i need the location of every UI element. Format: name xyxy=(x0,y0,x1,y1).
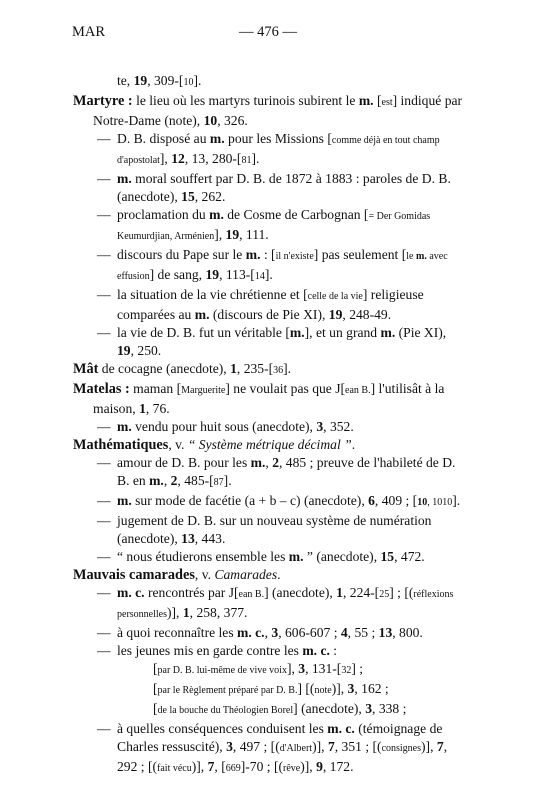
sub-entry xyxy=(73,170,465,206)
page-header xyxy=(72,24,464,44)
text-segment: , 497 ; [( xyxy=(232,739,280,754)
repeat-dash: — xyxy=(97,247,111,262)
bold-ref: 3 xyxy=(316,419,324,434)
text-segment: ] ne voulait pas que J[ xyxy=(225,381,346,396)
text-segment: , 309-[ xyxy=(147,73,184,88)
bold-ref: m. xyxy=(288,549,304,564)
sub-entry xyxy=(73,624,465,642)
bold-ref: m. xyxy=(149,473,164,488)
text-segment: de Cosme de Carbognan [ xyxy=(223,207,369,222)
text-segment: ] [( xyxy=(297,681,315,696)
repeat-dash: — xyxy=(97,455,111,470)
sub-entry xyxy=(73,454,465,492)
text-segment: , 472. xyxy=(394,549,425,564)
sub-entry xyxy=(73,492,465,512)
text-segment: proclamation du xyxy=(117,207,210,222)
text-segment: , 485 ; preuve de l'habileté de D. B. en xyxy=(117,455,456,488)
editorial-insert: par D. B. lui-même de vive voix xyxy=(157,665,287,676)
text-segment: ] religieuse comparées au xyxy=(117,287,424,322)
text-segment: )], xyxy=(421,739,437,754)
bold-ref: m. xyxy=(358,93,374,108)
text-segment: ] (anecdote), xyxy=(264,585,337,600)
editorial-insert: 669 xyxy=(225,763,241,774)
bold-ref: 3 xyxy=(271,625,279,640)
repeat-dash: — xyxy=(97,585,111,600)
bold-ref: 3 xyxy=(365,701,373,716)
editorial-insert: d'Albert xyxy=(279,743,313,754)
text-segment: ” (anecdote), xyxy=(303,549,381,564)
text-segment: ]-70 ; [( xyxy=(240,759,283,774)
text-segment: ] indiqué par Notre-Dame (note), xyxy=(93,93,463,128)
repeat-dash: — xyxy=(97,207,111,222)
headword: Mât xyxy=(73,361,99,377)
bold-ref: 6 xyxy=(368,493,375,508)
text-segment: de cocagne (anecdote), xyxy=(98,361,231,376)
bold-ref: m. xyxy=(209,131,225,146)
text-segment: , 443. xyxy=(194,531,226,546)
bold-ref: 3 xyxy=(347,681,355,696)
editorial-insert: note xyxy=(314,685,332,696)
text-segment: à quoi reconnaître les xyxy=(117,625,238,640)
headword: Mathématiques xyxy=(73,437,169,453)
bold-ref: m. xyxy=(117,171,132,186)
text-segment: , 13, 280-[ xyxy=(184,151,242,166)
text-segment: , v. xyxy=(168,437,188,452)
bold-ref: m. xyxy=(245,247,261,262)
text-segment: , v. xyxy=(194,567,215,582)
editorial-insert: = Der Gomidas Keumurdjian, Arménien xyxy=(117,211,431,242)
sub-sub-entry xyxy=(73,680,465,700)
editorial-insert: ean B. xyxy=(345,385,371,396)
repeat-dash: — xyxy=(97,287,111,302)
editorial-insert: 81 xyxy=(241,155,252,166)
text-segment: ], xyxy=(286,661,299,676)
text-segment: )], xyxy=(191,759,208,774)
text-segment: , 485-[ xyxy=(177,473,214,488)
repeat-dash: — xyxy=(97,325,111,340)
text-segment: ] de sang, xyxy=(149,267,206,282)
text-segment: , 131-[ xyxy=(305,661,342,676)
editorial-insert: fait vécu xyxy=(157,763,192,774)
headword: Mauvais camarades xyxy=(73,567,195,583)
editorial-insert: comme déjà en tout champ d'apostolat xyxy=(117,135,440,166)
text-segment: )], xyxy=(300,759,317,774)
editorial-insert: ean B. xyxy=(238,589,265,600)
entry-continuation xyxy=(73,72,465,92)
text-segment: , 800. xyxy=(392,625,423,640)
text-segment: , [ xyxy=(214,759,226,774)
text-segment: )], xyxy=(167,605,183,620)
text-segment: ] pas seulement [ xyxy=(313,247,407,262)
repeat-dash: — xyxy=(97,493,111,508)
text-segment: à quelles conséquences conduisent les xyxy=(117,721,328,736)
bold-ref: m. xyxy=(117,493,132,508)
text-segment: , 338 ; xyxy=(372,701,407,716)
bold-ref: m. c. xyxy=(117,585,145,600)
bold-ref: 10 xyxy=(203,113,218,128)
text-segment: “ Système métrique décimal ” xyxy=(187,437,352,452)
sub-entry xyxy=(73,130,465,170)
editorial-insert: rêve xyxy=(283,763,301,774)
bold-ref: 13 xyxy=(181,531,195,546)
bold-ref: m. xyxy=(194,307,210,322)
running-head: MAR xyxy=(72,24,106,40)
text-segment: ]. xyxy=(264,267,273,282)
text-segment: , 235-[ xyxy=(236,361,274,376)
editorial-insert: il n'existe xyxy=(275,251,314,262)
text-segment: , 55 ; xyxy=(347,625,379,640)
text-segment: )], xyxy=(312,739,328,754)
index-entries xyxy=(73,72,465,778)
text-segment: discours du Pape sur le xyxy=(117,247,246,262)
text-segment: , 409 ; [ xyxy=(374,493,418,508)
sub-entry xyxy=(73,720,465,778)
editorial-insert: consignes xyxy=(381,743,422,754)
repeat-dash: — xyxy=(97,419,111,434)
text-segment: la vie de D. B. fut un véritable [ xyxy=(117,325,290,340)
index-entry xyxy=(73,566,465,584)
editorial-insert: réflexions personnelles xyxy=(117,589,454,620)
editorial-insert: le xyxy=(406,251,416,262)
sub-entry xyxy=(73,418,465,436)
editorial-insert: celle de la vie xyxy=(307,291,363,302)
sub-sub-entry xyxy=(73,700,465,720)
text-segment: ]. xyxy=(223,473,232,488)
text-segment: ]. xyxy=(193,73,202,88)
editorial-insert: 14 xyxy=(254,271,265,282)
text-segment: (Pie XI), xyxy=(395,325,447,340)
text-segment: , 172. xyxy=(322,759,354,774)
sub-entry xyxy=(73,206,465,246)
text-segment: , 250. xyxy=(130,343,162,358)
repeat-dash: — xyxy=(97,131,111,146)
bold-ref: m. xyxy=(209,207,224,222)
text-segment: (témoignage de Charles ressuscité), xyxy=(117,721,443,754)
bold-ref: 15 xyxy=(380,549,395,564)
bold-ref: 1 xyxy=(139,401,146,416)
text-segment: ] (anecdote), xyxy=(293,701,366,716)
headword: Martyre : xyxy=(73,93,133,109)
text-segment: , 224-[ xyxy=(342,585,380,600)
text-segment: ]. xyxy=(283,361,292,376)
text-segment: ], xyxy=(214,227,226,242)
bold-ref: 9 xyxy=(316,759,323,774)
text-segment: ] l'utilisât à la maison, xyxy=(93,381,445,416)
text-segment: rencontrés par J[ xyxy=(144,585,239,600)
text-segment: (discours de Pie XI), xyxy=(209,307,329,322)
text-segment: vendu pour huit sous (anecdote), xyxy=(131,419,317,434)
index-entry xyxy=(73,380,465,418)
text-segment: , 113-[ xyxy=(219,267,255,282)
repeat-dash: — xyxy=(97,625,111,640)
editorial-insert: Marguerite xyxy=(181,385,226,396)
text-segment: . xyxy=(277,567,281,582)
editorial-insert: est xyxy=(381,97,393,108)
bold-ref: 19 xyxy=(133,73,148,88)
text-segment: , 258, 377. xyxy=(189,605,248,620)
sub-entry xyxy=(73,286,465,324)
bold-ref: m. xyxy=(380,325,396,340)
bold-ref: m. xyxy=(289,325,305,340)
text-segment: te, xyxy=(117,73,134,88)
sub-sub-entry xyxy=(73,660,465,680)
sub-entry xyxy=(73,548,465,566)
repeat-dash: — xyxy=(97,721,111,736)
text-segment: moral souffert par D. B. de 1872 à 1883 : paroles de D. B. (anecdote), xyxy=(117,171,451,204)
bold-ref: 19 xyxy=(328,307,343,322)
text-segment: jugement de D. B. sur un nouveau système de numération (anecdote), xyxy=(117,513,432,546)
bold-ref: 19 xyxy=(205,267,220,282)
editorial-insert: avec effusion xyxy=(117,251,448,282)
text-segment: , 326. xyxy=(217,113,248,128)
text-segment: [ xyxy=(373,93,382,108)
text-segment: pour les Missions [ xyxy=(224,131,332,146)
bold-ref: 3 xyxy=(298,661,306,676)
bold-ref: 12 xyxy=(171,151,185,166)
text-segment: le lieu où les martyrs turinois subirent le xyxy=(132,93,359,108)
text-segment: ]. xyxy=(452,493,461,508)
text-segment: maman [ xyxy=(129,381,182,396)
bold-ref: 2 xyxy=(170,473,178,488)
text-segment: Camarades xyxy=(214,567,278,582)
bold-ref: 19 xyxy=(225,227,240,242)
bold-ref: 2 xyxy=(272,455,279,470)
text-segment: , 76. xyxy=(145,401,170,416)
bold-ref: m. xyxy=(250,455,266,470)
text-segment: , 111. xyxy=(239,227,269,242)
bold-ref: 4 xyxy=(340,625,348,640)
editorial-insert: m. xyxy=(415,251,427,262)
editorial-insert: de la bouche du Théologien Borel xyxy=(157,705,294,716)
text-segment: , xyxy=(163,473,171,488)
text-segment: , 606-607 ; xyxy=(278,625,341,640)
index-entry xyxy=(73,360,465,380)
bold-ref: 13 xyxy=(378,625,393,640)
bold-ref: m. c. xyxy=(237,625,265,640)
text-segment: ]. xyxy=(251,151,260,166)
text-segment: [ xyxy=(153,681,158,696)
editorial-insert: , 1010 xyxy=(427,497,453,508)
repeat-dash: — xyxy=(97,643,111,658)
repeat-dash: — xyxy=(97,171,111,186)
sub-entry xyxy=(73,246,465,286)
bold-ref: m. c. xyxy=(327,721,355,736)
text-segment: : [ xyxy=(260,247,276,262)
text-segment: D. B. disposé au xyxy=(117,131,210,146)
text-segment: , xyxy=(265,455,273,470)
editorial-insert: par le Règlement préparé par D. B. xyxy=(157,685,298,696)
sub-entry xyxy=(73,584,465,624)
text-segment: la situation de la vie chrétienne et [ xyxy=(117,287,308,302)
text-segment: ] ; xyxy=(351,661,364,676)
editorial-insert: 87 xyxy=(213,477,224,488)
text-segment: [ xyxy=(153,661,158,676)
bold-ref: 7 xyxy=(327,739,335,754)
bold-ref: m. xyxy=(117,419,132,434)
text-segment: les jeunes mis en garde contre les xyxy=(117,643,303,658)
text-segment: , 248-49. xyxy=(342,307,392,322)
text-segment: , 351 ; [( xyxy=(334,739,382,754)
bold-ref: 1 xyxy=(336,585,343,600)
editorial-insert: 10 xyxy=(417,497,428,508)
text-segment: [ xyxy=(153,701,158,716)
text-segment: , 352. xyxy=(323,419,354,434)
sub-entry xyxy=(73,324,465,360)
repeat-dash: — xyxy=(97,549,111,564)
text-segment: , 262. xyxy=(194,189,226,204)
bold-ref: 1 xyxy=(182,605,190,620)
text-segment: , 292 ; [( xyxy=(117,739,448,774)
text-segment: : xyxy=(329,643,338,658)
sub-entry xyxy=(73,512,465,548)
bold-ref: 1 xyxy=(230,361,237,376)
bold-ref: 19 xyxy=(117,343,131,358)
text-segment: amour de D. B. pour les xyxy=(117,455,251,470)
text-segment: sur mode de facétie (a + b – c) (anecdote), xyxy=(131,493,369,508)
bold-ref: m. c. xyxy=(302,643,330,658)
bold-ref: 7 xyxy=(436,739,444,754)
headword: Matelas : xyxy=(73,381,130,397)
repeat-dash: — xyxy=(97,513,111,528)
text-segment: ] ; [( xyxy=(389,585,414,600)
bold-ref: 3 xyxy=(226,739,233,754)
editorial-insert: 25 xyxy=(379,589,390,600)
text-segment: “ nous étudierons ensemble les xyxy=(117,549,289,564)
bold-ref: 15 xyxy=(181,189,195,204)
bold-ref: 7 xyxy=(207,759,215,774)
text-segment: , xyxy=(264,625,272,640)
text-segment: )], xyxy=(331,681,348,696)
text-segment: ], et un grand xyxy=(304,325,381,340)
editorial-insert: 10 xyxy=(183,77,194,88)
text-segment: ], xyxy=(159,151,172,166)
editorial-insert: 36 xyxy=(273,365,284,376)
index-entry xyxy=(73,436,465,454)
index-entry xyxy=(73,92,465,130)
text-segment: . xyxy=(351,437,356,452)
text-segment: , 162 ; xyxy=(354,681,389,696)
sub-entry xyxy=(73,642,465,660)
editorial-insert: 32 xyxy=(341,665,352,676)
page-number: — 476 — xyxy=(239,24,297,40)
